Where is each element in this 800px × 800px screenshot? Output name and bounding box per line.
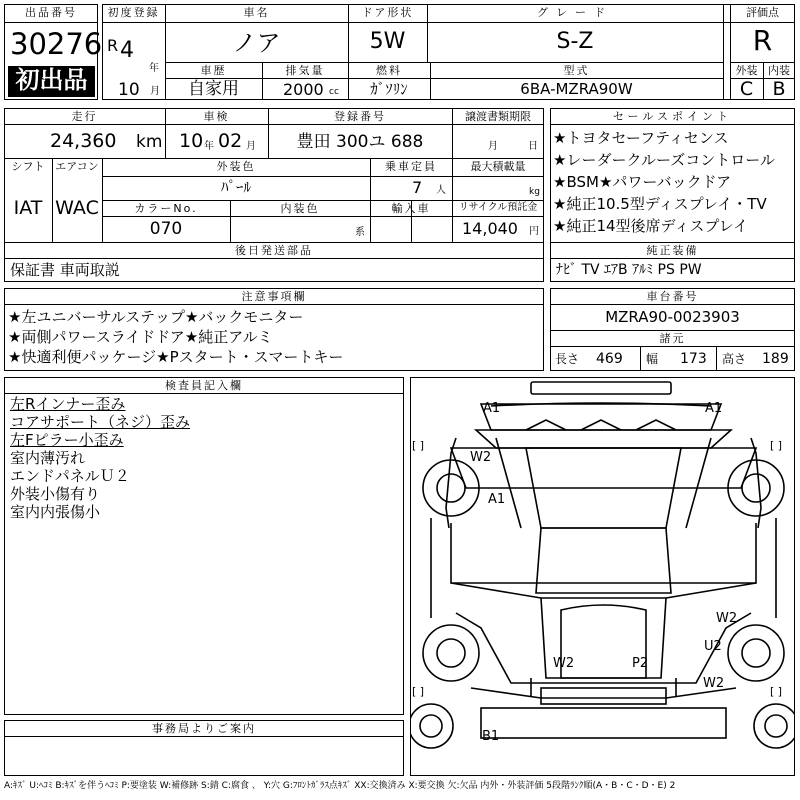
door-label: ドア形状 bbox=[361, 6, 414, 19]
model-value: 6BA-MZRA90W bbox=[520, 80, 633, 98]
damage-u2-right: U2 bbox=[704, 639, 722, 654]
first-listing-text: 初出品 bbox=[15, 66, 88, 94]
oem-equipment-value: ﾅﾋﾞ TV ｴｱB ｱﾙﾐ PS PW bbox=[556, 262, 702, 278]
shift-value: IAT bbox=[13, 197, 43, 219]
int-grade-value: B bbox=[772, 78, 786, 100]
mileage-value: 24,360 bbox=[50, 130, 117, 152]
capacity-value: 7 bbox=[412, 178, 423, 197]
later-parts-label: 後日発送部品 bbox=[235, 244, 313, 257]
import-label: 輸入車 bbox=[391, 202, 431, 215]
oem-equipment-label: 純正装備 bbox=[646, 244, 699, 257]
aircon-label: エアコン bbox=[55, 160, 99, 173]
inspector-label: 検査員記入欄 bbox=[165, 379, 243, 392]
first-reg-year: 4 bbox=[120, 38, 134, 63]
ext-grade-label: 外装 bbox=[735, 64, 758, 77]
lot-label: 出品番号 bbox=[25, 6, 77, 19]
displacement-label: 排気量 bbox=[285, 64, 325, 77]
history-label: 車歴 bbox=[200, 64, 227, 77]
dims-label: 諸元 bbox=[659, 332, 686, 345]
damage-w2-rear: W2 bbox=[553, 656, 575, 671]
car-outline-diagram bbox=[411, 378, 794, 775]
mileage-unit: km bbox=[136, 132, 163, 152]
grade-label: グレード bbox=[537, 6, 613, 19]
transfer-month-unit: 月 bbox=[488, 141, 498, 152]
inspector-line-6: 外装小傷有り bbox=[10, 485, 101, 503]
inspection-month: 02 bbox=[218, 130, 243, 152]
damage-bracket-rear-left: [ ] bbox=[412, 685, 425, 698]
ext-grade-value: C bbox=[739, 78, 754, 100]
first-reg-year-unit: 年 bbox=[149, 63, 159, 74]
shift-label: シフト bbox=[11, 160, 45, 173]
inspection-year-unit: 年 bbox=[204, 141, 214, 152]
height-label: 高さ bbox=[722, 352, 747, 366]
sales-point-4: ★純正10.5型ディスプレイ・TV bbox=[553, 195, 767, 213]
first-reg-month: 10 bbox=[118, 80, 140, 100]
damage-p2-rear: P2 bbox=[632, 656, 649, 671]
sales-point-2: ★レーダークルーズコントロール bbox=[553, 151, 775, 169]
displacement-unit: cc bbox=[329, 87, 339, 97]
width-label: 幅 bbox=[646, 352, 659, 366]
sales-point-5: ★純正14型後席ディスプレイ bbox=[553, 217, 748, 235]
length-label: 長さ bbox=[555, 352, 580, 366]
door-value: 5W bbox=[369, 29, 406, 54]
height-value: 189 bbox=[762, 351, 789, 367]
fuel-value: ｶﾞｿﾘﾝ bbox=[370, 80, 408, 98]
office-label: 事務局よりご案内 bbox=[152, 722, 256, 735]
first-reg-era: R bbox=[107, 36, 119, 55]
transfer-day-unit: 日 bbox=[528, 141, 538, 152]
int-grade-label: 内装 bbox=[768, 64, 790, 77]
damage-a1-front-left: A1 bbox=[483, 401, 501, 416]
damage-bracket-left: [ ] bbox=[412, 439, 425, 452]
registration-label: 登録番号 bbox=[334, 110, 386, 123]
notes-line-1: ★左ユニバーサルステップ★バックモニター bbox=[8, 308, 304, 326]
recycle-label: リサイクル預託金 bbox=[458, 202, 538, 213]
recycle-value: 14,040 bbox=[462, 219, 518, 238]
length-value: 469 bbox=[596, 351, 623, 367]
max-load-unit: kg bbox=[529, 187, 540, 197]
transfer-label: 譲渡書類期限 bbox=[465, 110, 531, 123]
color-no-label: カラーNo. bbox=[134, 202, 198, 215]
sales-point-3: ★BSM★パワーバックドア bbox=[553, 173, 732, 191]
color-suffix: 系 bbox=[355, 227, 365, 238]
width-value: 173 bbox=[680, 351, 707, 367]
grade-value: S-Z bbox=[556, 29, 594, 54]
damage-a1-front-right: A1 bbox=[705, 401, 723, 416]
inspector-line-2: コアサポート（ネジ）歪み bbox=[10, 413, 191, 431]
damage-a1-side: A1 bbox=[488, 492, 506, 507]
chassis-label: 車台番号 bbox=[646, 290, 699, 303]
ext-color-label: 外装色 bbox=[216, 160, 256, 173]
damage-b1-rear: B1 bbox=[482, 729, 500, 744]
color-no-value: 070 bbox=[149, 219, 183, 239]
first-reg-label: 初度登録 bbox=[107, 6, 160, 19]
inspector-line-3: 左Fピラー小歪み bbox=[10, 431, 124, 449]
ext-color-value: ﾊﾟｰﾙ bbox=[220, 178, 251, 196]
inspection-year: 10 bbox=[179, 130, 204, 152]
first-reg-month-unit: 月 bbox=[150, 86, 160, 97]
notes-line-2: ★両側パワースライドドア★純正アルミ bbox=[8, 328, 273, 346]
notes-line-3: ★快適利便パッケージ★Pスタート・スマートキー bbox=[8, 348, 344, 366]
registration-value: 豊田 300ユ 688 bbox=[296, 132, 424, 152]
max-load-label: 最大積載量 bbox=[470, 160, 526, 173]
inspector-line-4: 室内薄汚れ bbox=[10, 449, 86, 467]
damage-w2-right: W2 bbox=[716, 611, 738, 626]
legend-text: A:ｷｽﾞ U:ﾍｺﾐ B:ｷｽﾞを伴うﾍｺﾐ P:要塗装 W:補修跡 S:錆 C:腐食 、 Y:穴 G:ﾌﾛﾝﾄｶﾞﾗｽ点ｷｽﾞ XX:交換済み X:要交換 欠:欠品 内外・外装評価 5段階ﾗﾝｸ順(A・B・C・D・E) 2 bbox=[4, 781, 676, 791]
capacity-label: 乗車定員 bbox=[385, 160, 437, 173]
aircon-value: WAC bbox=[55, 197, 99, 219]
mileage-label: 走行 bbox=[71, 110, 98, 123]
sales-point-1: ★トヨタセーフティセンス bbox=[553, 129, 729, 147]
sales-points-label: セールスポイント bbox=[612, 110, 732, 123]
inspector-line-1: 左Rインナー歪み bbox=[10, 395, 126, 413]
car-name-label: 車名 bbox=[243, 6, 270, 19]
inspector-line-7: 室内内張傷小 bbox=[10, 503, 101, 521]
notes-label: 注意事項欄 bbox=[241, 290, 307, 303]
capacity-unit: 人 bbox=[436, 185, 446, 196]
history-value: 自家用 bbox=[188, 79, 239, 99]
lot-number: 30276 bbox=[10, 27, 103, 61]
inspection-label: 車検 bbox=[203, 110, 230, 123]
later-parts-value: 保証書 車両取説 bbox=[10, 261, 120, 279]
int-color-label: 内装色 bbox=[280, 202, 320, 215]
displacement-value: 2000 bbox=[283, 80, 324, 99]
damage-w2-left: W2 bbox=[470, 450, 492, 465]
score-label: 評価点 bbox=[746, 6, 779, 19]
score-value: R bbox=[752, 24, 773, 57]
fuel-label: 燃料 bbox=[376, 64, 402, 77]
damage-bracket-right: [ ] bbox=[770, 439, 783, 452]
damage-bracket-rear-right: [ ] bbox=[770, 685, 783, 698]
recycle-unit: 円 bbox=[529, 226, 539, 237]
model-label: 型式 bbox=[563, 64, 590, 77]
inspector-line-5: エンドパネルＵ２ bbox=[10, 467, 130, 485]
car-name-value: ノア bbox=[232, 29, 281, 57]
inspection-month-unit: 月 bbox=[246, 141, 256, 152]
chassis-value: MZRA90-0023903 bbox=[605, 308, 740, 326]
damage-w2-rear-right: W2 bbox=[703, 676, 725, 691]
